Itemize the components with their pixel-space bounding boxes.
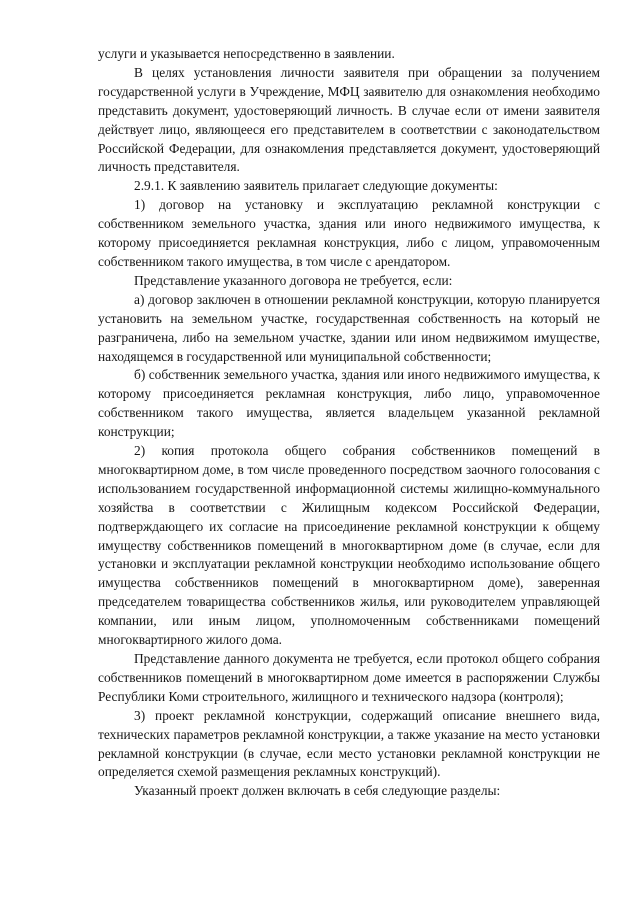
paragraph: 2) копия протокола общего собрания собственников помещений в многоквартирном доме, в том числе проведенного посредством заочного голосования с использованием государственной информационной системы жилищно-коммунального хозяйства в соответствии с Жилищным кодексом Российской Федерации, подтверждающего их согласие на присоединение рекламной конструкции к общему имуществу собственников помещений в многоквартирном доме (в случае, если для установки и эксплуатации рекламной конструкции необходимо использование общего имущества собственников помещений в многоквартирном доме), заверенная председателем товарищества собственников жилья, или руководителем управляющей компании, или иным лицом, уполномоченным собственниками помещений многоквартирного жилого дома. xyxy=(98,443,600,648)
paragraph: а) договор заключен в отношении рекламной конструкции, которую планируется установить на земельном участке, государственная собственность на который не разграничена, либо на земельном участке, здании или ином недвижимом имуществе, находящемся в государственной или муниципальной собственности; xyxy=(98,291,600,364)
paragraph: В целях установления личности заявителя при обращении за получением государственной услуги в Учреждение, МФЦ заявителю для ознакомления необходимо представить документ, удостоверяющий личность. В случае если от имени заявителя действует лицо, являющееся его представителем в соответствии с законодательством Российской Федерации, для ознакомления представляется документ, удостоверяющий личность представителя. xyxy=(98,64,600,175)
paragraph: Указанный проект должен включать в себя следующие разделы: xyxy=(134,783,501,799)
paragraph: Представление данного документа не требуется, если протокол общего собрания собственников помещений в многоквартирном доме имеется в распоряжении Службы Республики Коми строительного, жилищного и технического надзора (контроля); xyxy=(98,651,600,704)
paragraph: б) собственник земельного участка, здания или иного недвижимого имущества, к которому присоединяется рекламная конструкция, либо лицо, управомоченное собственником такого имущества, является владельцем указанной рекламной конструкции; xyxy=(98,367,600,440)
paragraph: 2.9.1. К заявлению заявитель прилагает следующие документы: xyxy=(134,178,498,194)
paragraph: 3) проект рекламной конструкции, содержащий описание внешнего вида, технических параметров рекламной конструкции, а также указание на место установки рекламной конструкции (в случае, если место установки рекламной конструкции не определяется схемой размещения рекламных конструкций). xyxy=(98,707,600,780)
paragraph: услуги и указывается непосредственно в заявлении. xyxy=(98,46,395,61)
paragraph: Представление указанного договора не требуется, если: xyxy=(134,272,453,288)
paragraph: 1) договор на установку и эксплуатацию рекламной конструкции с собственником земельного участка, здания или иного недвижимого имущества, к которому присоединяется рекламная конструкция, либо с лицом, управомоченным собственником такого имущества, в том числе с арендатором. xyxy=(98,197,600,269)
document-body xyxy=(98,45,600,801)
